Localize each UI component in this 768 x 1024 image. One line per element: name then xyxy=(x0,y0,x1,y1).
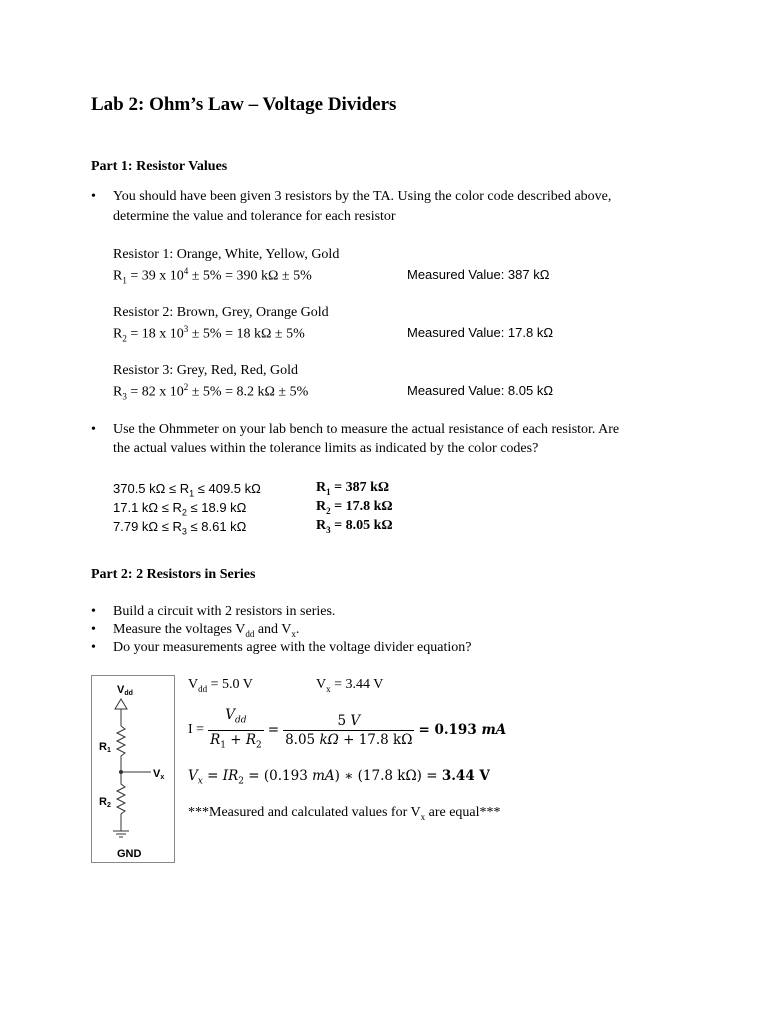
resistor-2-measured: Measured Value: 17.8 kΩ xyxy=(407,325,554,340)
resistor-r2-symbol xyxy=(117,772,125,831)
vdd-measured: $V_{dd} = 5.0$ V xyxy=(188,677,253,694)
resistor-3-measured: Measured Value: 8.05 kΩ xyxy=(407,383,554,398)
measured-r1: $R_1 = 387$ kΩ xyxy=(316,480,390,497)
instruction-line: You should have been given 3 resistors by the TA. Using the color code described above, xyxy=(113,189,612,204)
tolerance-range-3: 7.79 $k\Omega \le R_3 \le 8.61$ kΩ xyxy=(113,519,247,537)
vx-equation: $V_x = IR_2 = (0.193$ mA) ∗ (17.8 kΩ) = 3.44 V xyxy=(188,768,490,787)
gnd-label: GND xyxy=(117,848,142,860)
bullet-marker: • xyxy=(91,422,96,437)
part2-step-1: Build a circuit with 2 resistors in series. xyxy=(113,604,336,619)
bullet-marker: • xyxy=(91,640,96,655)
resistor-2-colors: Resistor 2: Brown, Grey, Orange Gold xyxy=(113,305,329,320)
circuit-diagram xyxy=(91,675,175,863)
instruction-line: the actual values within the tolerance limits as indicated by the color codes? xyxy=(113,441,539,456)
resistor-3-colors: Resistor 3: Grey, Red, Red, Gold xyxy=(113,363,298,378)
bullet-marker: • xyxy=(91,604,96,619)
conclusion-text: ***Measured and calculated values for $V_x$ are equal*** xyxy=(188,805,501,822)
numeric-fraction: $\frac{5 V}{8.05 k\Omega + 17.8 k\Omega}$ xyxy=(285,712,413,748)
resistor-3-calc: $R_3 = 82$ x $10^2 \pm 5\% = 8.2$ kΩ ± 5% xyxy=(113,382,309,402)
instruction-line: Use the Ohmmeter on your lab bench to measure the actual resistance of each resistor. Are xyxy=(113,422,620,437)
page-title: Lab 2: Ohm’s Law – Voltage Dividers xyxy=(91,94,397,115)
resistor-1-calc: $R_1 = 39$ x $10^4 \pm 5\% = 390$ kΩ ± 5% xyxy=(113,266,312,286)
circuit-schematic xyxy=(92,676,176,864)
supply-arrow-icon xyxy=(115,699,127,709)
vdd-over-r-fraction: $\frac{V_{dd}}{R_1 + R_2}$ xyxy=(210,706,262,751)
resistor-1-measured: Measured Value: 387 kΩ xyxy=(407,267,550,282)
bullet-marker: • xyxy=(91,189,96,204)
part2-heading: Part 2: 2 Resistors in Series xyxy=(91,567,256,582)
vdd-label: Vdd xyxy=(117,684,133,697)
vx-label: Vx xyxy=(153,768,165,781)
vx-measured: $V_x = 3.44$ V xyxy=(316,677,384,694)
current-equation: I = $\frac{V_{dd}}{R_1 + R_2}$ = $\frac{5 V}{8.05 k\Omega + 17.8 k\Omega}$ = 0.193 mA xyxy=(188,710,506,750)
part2-step-3: Do your measurements agree with the voltage divider equation? xyxy=(113,640,472,655)
r2-label: R2 xyxy=(99,796,111,809)
r1-label: R1 xyxy=(99,741,111,754)
tolerance-range-2: 17.1 $k\Omega \le R_2 \le 18.9$ kΩ xyxy=(113,500,247,518)
bullet-marker: • xyxy=(91,622,96,637)
resistor-r1-symbol xyxy=(117,726,125,772)
resistor-1-colors: Resistor 1: Orange, White, Yellow, Gold xyxy=(113,247,340,262)
part1-heading: Part 1: Resistor Values xyxy=(91,159,228,174)
part2-step-2: Measure the voltages $V_{dd}$ and $V_x$. xyxy=(113,622,300,639)
measured-r2: $R_2 = 17.8$ kΩ xyxy=(316,499,393,516)
measured-r3: $R_3 = 8.05$ kΩ xyxy=(316,518,393,535)
resistor-2-calc: $R_2 = 18$ x $10^3 \pm 5\% = 18$ kΩ ± 5% xyxy=(113,324,305,344)
instruction-line: determine the value and tolerance for each resistor xyxy=(113,209,396,224)
tolerance-range-1: 370.5 $k\Omega \le R_1 \le 409.5$ kΩ xyxy=(113,481,261,499)
